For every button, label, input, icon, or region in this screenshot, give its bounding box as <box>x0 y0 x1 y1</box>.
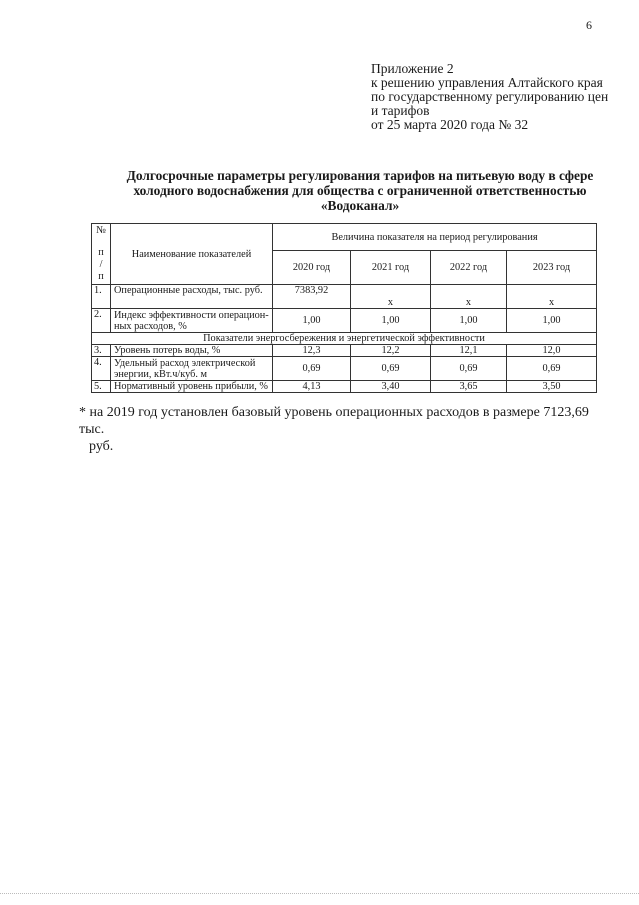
row-value: х <box>507 285 597 309</box>
appendix-line: и тарифов <box>371 103 430 118</box>
header-year: 2022 год <box>431 251 507 285</box>
row-value: х <box>431 285 507 309</box>
row-value: 12,1 <box>431 345 507 357</box>
header-num-bottom: п / п <box>98 247 104 282</box>
row-value: 12,3 <box>273 345 351 357</box>
row-value: 0,69 <box>431 357 507 381</box>
row-name: Удельный расход электрической энергии, кВт.ч/куб. м <box>111 357 273 381</box>
title-line: «Водоканал» <box>320 198 400 213</box>
row-num: 4. <box>92 357 111 381</box>
row-name: Уровень потерь воды, % <box>111 345 273 357</box>
row-name: Нормативный уровень прибыли, % <box>111 381 273 393</box>
row-value: 1,00 <box>507 309 597 333</box>
header-group-cell: Величина показателя на период регулирования <box>273 224 597 251</box>
title-line: холодного водоснабжения для общества с ограниченной ответственностью <box>133 183 587 198</box>
row-value: 1,00 <box>431 309 507 333</box>
row-num: 3. <box>92 345 111 357</box>
page-number: 6 <box>586 18 592 32</box>
row-num: 1. <box>92 285 111 309</box>
row-value: 4,13 <box>273 381 351 393</box>
table-row <box>92 345 597 357</box>
header-num-cell <box>92 224 111 285</box>
table-header-row <box>92 224 597 251</box>
parameters-table <box>91 223 597 393</box>
appendix-block <box>371 62 608 132</box>
page-bottom-divider <box>0 893 639 894</box>
header-year: 2020 год <box>273 251 351 285</box>
header-year: 2023 год <box>507 251 597 285</box>
footnote-line: руб. <box>89 439 114 454</box>
header-name-cell: Наименование показателей <box>111 224 273 285</box>
table-row <box>92 309 597 333</box>
row-value: 12,0 <box>507 345 597 357</box>
row-name: Индекс эффективности операцион-ных расходов, % <box>111 309 273 333</box>
row-num: 2. <box>92 309 111 333</box>
document-title <box>100 168 620 213</box>
section-title: Показатели энергосбережения и энергетической эффективности <box>92 333 597 345</box>
appendix-line: к решению управления Алтайского края <box>371 75 603 90</box>
row-value: 3,50 <box>507 381 597 393</box>
appendix-line: от 25 марта 2020 года № 32 <box>371 117 529 132</box>
appendix-line: по государственному регулированию цен <box>371 89 609 104</box>
header-year: 2021 год <box>351 251 431 285</box>
row-value: 1,00 <box>273 309 351 333</box>
footnote-line: * на 2019 год установлен базовый уровень операционных расходов в размере 7123,69 тыс. <box>79 405 589 437</box>
row-value: х <box>351 285 431 309</box>
row-value: 1,00 <box>351 309 431 333</box>
table-row <box>92 381 597 393</box>
table-row <box>92 357 597 381</box>
title-line: Долгосрочные параметры регулирования тарифов на питьевую воду в сфере <box>126 168 594 183</box>
row-value: 3,40 <box>351 381 431 393</box>
row-value: 7383,92 <box>273 285 351 309</box>
header-num-top: № <box>96 225 106 236</box>
row-value: 0,69 <box>351 357 431 381</box>
row-value: 3,65 <box>431 381 507 393</box>
appendix-line: Приложение 2 <box>371 61 454 76</box>
footnote <box>79 404 599 455</box>
row-value: 12,2 <box>351 345 431 357</box>
row-value: 0,69 <box>273 357 351 381</box>
row-name: Операционные расходы, тыс. руб. <box>111 285 273 309</box>
row-value: 0,69 <box>507 357 597 381</box>
table-row <box>92 285 597 309</box>
table-section-row <box>92 333 597 345</box>
row-num: 5. <box>92 381 111 393</box>
